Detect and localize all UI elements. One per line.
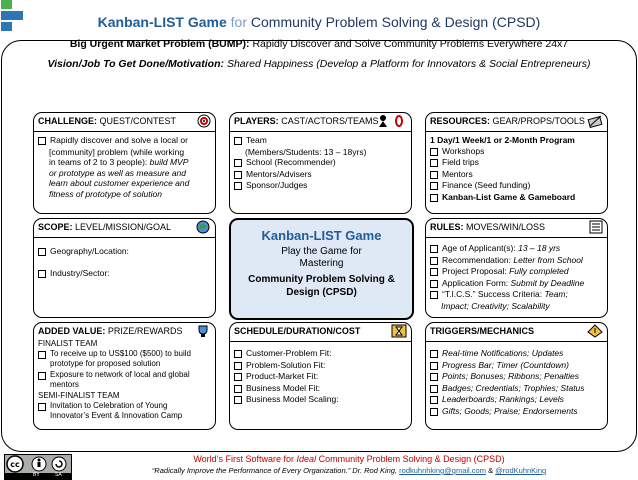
checkbox-icon: [38, 248, 46, 256]
resources-body: [426, 132, 607, 206]
center-line: Play the Game for: [281, 246, 362, 257]
vision-label: Vision/Job To Get Done/Motivation:: [47, 58, 225, 70]
title-for: for: [230, 14, 248, 30]
checkbox-icon: [430, 159, 438, 167]
finalist-item-line: prototype for proposed solution: [50, 359, 161, 368]
list-item: [234, 371, 407, 382]
challenge-body: [34, 132, 215, 202]
checkbox-icon: [430, 268, 438, 276]
footer-line1-italic: Ideal: [296, 454, 317, 464]
target-icon: [197, 114, 211, 128]
rules-item-value: Team;: [544, 289, 568, 299]
checkbox-icon: [38, 270, 46, 278]
spacer: [38, 258, 211, 268]
center-title: Kanban-LIST Game: [261, 228, 382, 243]
tools-icon: [587, 114, 603, 128]
challenge-italic-line: or prototype as well as measure and: [49, 167, 187, 178]
list-item: [430, 360, 603, 371]
list-item: [234, 394, 407, 405]
rules-criteria-cont: Impact; Creativity; Scalability: [441, 300, 550, 311]
scope-head-label: SCOPE:: [38, 222, 73, 232]
list-item: [430, 289, 603, 300]
challenge-line: Rapidly discover and solve a local or: [50, 135, 188, 145]
challenge-italic-tail: build MVP: [149, 157, 189, 167]
title-rest: Community Problem Solving & Design (CPSD): [250, 14, 541, 30]
checkbox-icon: [430, 182, 438, 190]
added-value-head-label: ADDED VALUE:: [38, 326, 106, 336]
list-item: [38, 268, 211, 279]
list-item: [430, 348, 603, 359]
rules-item-label: “T.I.C.S.” Success Criteria:: [442, 289, 543, 299]
checkbox-icon: [234, 385, 242, 393]
resources-item: Kanban-List Game & Gameboard: [442, 191, 576, 202]
rules-item-value: Fully completed: [509, 266, 569, 276]
challenge-head-text: QUEST/CONTEST: [99, 116, 177, 126]
center-bold-line: Community Problem Solving &: [248, 274, 395, 285]
schedule-item: Product-Market Fit:: [246, 371, 319, 381]
list-item: [430, 394, 603, 405]
resources-head-label: RESOURCES:: [430, 116, 491, 126]
rules-head: [426, 219, 607, 238]
challenge-italic-line: fitness of prototype of solution: [49, 188, 162, 199]
rules-body: [426, 238, 607, 314]
list-item: [430, 157, 603, 168]
list-item: [234, 348, 407, 359]
list-item: [430, 278, 603, 289]
list-item: [430, 255, 603, 266]
trophy-icon: [195, 324, 211, 338]
schedule-box: [229, 322, 412, 430]
challenge-line: [38, 157, 211, 168]
checkbox-icon: [38, 403, 46, 411]
svg-text:cc: cc: [10, 460, 20, 469]
list-item: [234, 180, 407, 191]
semi-finalist-label: SEMI-FINALIST TEAM: [38, 391, 120, 400]
page-title: [0, 14, 638, 30]
rules-item-label: Age of Applicant(s):: [442, 243, 516, 253]
schedule-item: Customer-Problem Fit:: [246, 348, 332, 358]
checkbox-icon: [234, 159, 242, 167]
list-item: [430, 371, 603, 382]
list-item: [38, 349, 211, 369]
list-item: [430, 266, 603, 277]
triggers-item: Badges; Credentials; Trophies; Status: [442, 382, 585, 393]
schedule-head-label: SCHEDULE/DURATION/COST: [234, 326, 361, 336]
footer-handle-link[interactable]: @rodKuhnKing: [495, 466, 547, 475]
triggers-item: Leaderboards; Rankings; Levels: [442, 394, 564, 404]
rules-item-label: Recommendation:: [442, 254, 511, 265]
checkbox-icon: [38, 137, 46, 145]
triggers-head-label: TRIGGERS/MECHANICS: [430, 326, 535, 336]
checkbox-icon: [234, 171, 242, 179]
rules-item-value: 13 – 18 yrs: [518, 243, 561, 253]
list-item: [234, 157, 407, 168]
hourglass-icon: [391, 324, 407, 338]
list-item: [430, 243, 603, 254]
scope-head: [34, 219, 215, 238]
checkbox-icon: [430, 373, 438, 381]
list-item: [38, 370, 211, 390]
rules-head-label: RULES:: [430, 222, 464, 232]
footer-amp: &: [488, 466, 494, 475]
list-item: [430, 406, 603, 417]
list-item: [430, 192, 603, 203]
scope-item: Geography/Location:: [50, 246, 129, 256]
globe-icon: [195, 220, 211, 234]
list-item: [234, 169, 407, 180]
resources-item: Finance (Seed funding): [442, 180, 531, 190]
footer-line1-a: World’s First Software for: [193, 454, 295, 464]
players-head: [230, 113, 411, 132]
players-item: Team: [246, 135, 267, 145]
rules-head-text: MOVES/WIN/LOSS: [466, 222, 546, 232]
checkbox-icon: [430, 408, 438, 416]
players-icon: [377, 114, 407, 128]
resources-box: [425, 112, 608, 214]
list-item: [430, 383, 603, 394]
footer: [0, 454, 638, 475]
rules-box: [425, 218, 608, 318]
checkbox-icon: [234, 396, 242, 404]
challenge-line-text: in teams of 2 to 3 people):: [49, 157, 148, 167]
schedule-item: Problem-Solution Fit:: [246, 359, 326, 370]
resources-item: Mentors: [442, 168, 473, 179]
checkbox-icon: [430, 291, 438, 299]
triggers-item: Real-time Notifications; Updates: [442, 348, 564, 358]
challenge-italic-line: learn about customer experience and: [49, 178, 190, 188]
challenge-head: [34, 113, 215, 132]
center-game-box: [229, 218, 414, 320]
triggers-item: Points; Bonuses; Ribbons; Penalties: [442, 371, 580, 381]
schedule-head: [230, 323, 411, 342]
rules-item-label: Project Proposal:: [442, 266, 507, 276]
challenge-line: [community] problem (while working: [49, 146, 185, 157]
scope-head-text: LEVEL/MISSION/GOAL: [75, 222, 172, 232]
list-item: [430, 169, 603, 180]
resources-subtitle: 1 Day/1 Week/1 or 2-Month Program: [430, 135, 575, 145]
checkbox-icon: [38, 372, 46, 380]
added-value-box: [33, 322, 216, 430]
challenge-head-label: CHALLENGE:: [38, 116, 97, 126]
rules-item-label: Application Form:: [442, 277, 509, 288]
checkbox-icon: [234, 350, 242, 358]
footer-email-link[interactable]: rodkuhnhking@gmail.com: [399, 466, 486, 475]
scope-box: [33, 218, 216, 318]
footer-line1: [60, 454, 638, 464]
checkbox-icon: [430, 171, 438, 179]
schedule-item: Business Model Fit:: [246, 382, 321, 393]
footer-quote: “Radically Improve the Performance of Every Organization.” Dr. Rod King,: [151, 466, 398, 475]
title-game: Kanban-LIST Game: [97, 14, 227, 30]
bump-label: Big Urgent Market Problem (BUMP):: [69, 38, 250, 50]
resources-head-text: GEAR/PROPS/TOOLS: [492, 116, 585, 126]
finalist-label: FINALIST TEAM: [38, 339, 98, 348]
added-value-body: [34, 339, 215, 425]
schedule-item: Business Model Scaling:: [246, 394, 339, 404]
list-item: [234, 135, 407, 146]
rulebook-icon: [589, 220, 603, 234]
triggers-head: [426, 323, 607, 342]
footer-line1-b: Community Problem Solving & Design (CPSD): [318, 454, 505, 464]
players-head-text: CAST/ACTORS/TEAMS: [281, 116, 379, 126]
challenge-box: [33, 112, 216, 214]
checkbox-icon: [430, 148, 438, 156]
schedule-body: [230, 342, 411, 409]
players-head-label: PLAYERS:: [234, 116, 279, 126]
bump-text: Rapidly Discover and Solve Community Problems Everywhere 24x7: [252, 38, 569, 50]
players-item: Mentors/Advisers: [246, 168, 312, 179]
checkbox-icon: [38, 351, 46, 359]
checkbox-icon: [430, 385, 438, 393]
rules-item-value: Submit by Deadline: [510, 277, 585, 288]
triggers-item: Progress Bar; Timer (Countdown): [442, 359, 569, 370]
list-item: [234, 360, 407, 371]
list-item: [430, 180, 603, 191]
checkbox-icon: [234, 137, 242, 145]
footer-line2: [60, 466, 638, 475]
checkbox-icon: [430, 194, 438, 202]
resources-item: Field trips: [442, 157, 479, 167]
semi-item-line: Invitation to Celebration of Young: [50, 401, 168, 410]
list-item: [38, 401, 211, 421]
checkbox-icon: [430, 362, 438, 370]
rules-item-value: Letter from School: [513, 254, 583, 265]
checkbox-icon: [430, 350, 438, 358]
players-item: School (Recommender): [246, 157, 336, 167]
checkbox-icon: [430, 280, 438, 288]
checkbox-icon: [430, 396, 438, 404]
added-value-head-text: PRIZE/REWARDS: [107, 326, 183, 336]
added-value-head: [34, 323, 215, 339]
warning-sign-icon: [587, 324, 603, 338]
list-item: [430, 146, 603, 157]
resources-head: [426, 113, 607, 132]
checkbox-icon: [234, 182, 242, 190]
finalist-item-line: mentors: [50, 380, 79, 389]
scope-item: Industry/Sector:: [50, 267, 110, 278]
triggers-item: Gifts; Goods; Praise; Endorsements: [442, 405, 578, 416]
triggers-body: [426, 342, 607, 420]
triggers-box: [425, 322, 608, 430]
finalist-item-line: To receive up to US$100 ($500) to build: [50, 349, 191, 358]
players-item: Sponsor/Judges: [246, 180, 308, 190]
scope-body: [34, 238, 215, 282]
cc-by-label: BY: [33, 472, 40, 478]
list-item: [38, 135, 211, 146]
list-item: [38, 246, 211, 257]
checkbox-icon: [234, 373, 242, 381]
semi-item-line: Innovator’s Event & Innovation Camp: [50, 411, 183, 420]
players-box: [229, 112, 412, 214]
vision-text: Shared Happiness (Develop a Platform for Innovators & Social Entrepreneurs): [226, 58, 591, 70]
players-body: [230, 132, 411, 195]
cc-sa-label: SA: [55, 472, 62, 478]
center-line: Mastering: [299, 258, 344, 269]
finalist-item-line: Exposure to network of local and global: [50, 370, 190, 379]
checkbox-icon: [234, 362, 242, 370]
checkbox-icon: [430, 257, 438, 265]
center-bold-line: Design (CPSD): [286, 287, 357, 298]
players-team-detail: (Members/Students: 13 – 18yrs): [245, 146, 367, 157]
checkbox-icon: [430, 245, 438, 253]
list-item: [234, 383, 407, 394]
resources-item: Workshops: [442, 145, 485, 156]
